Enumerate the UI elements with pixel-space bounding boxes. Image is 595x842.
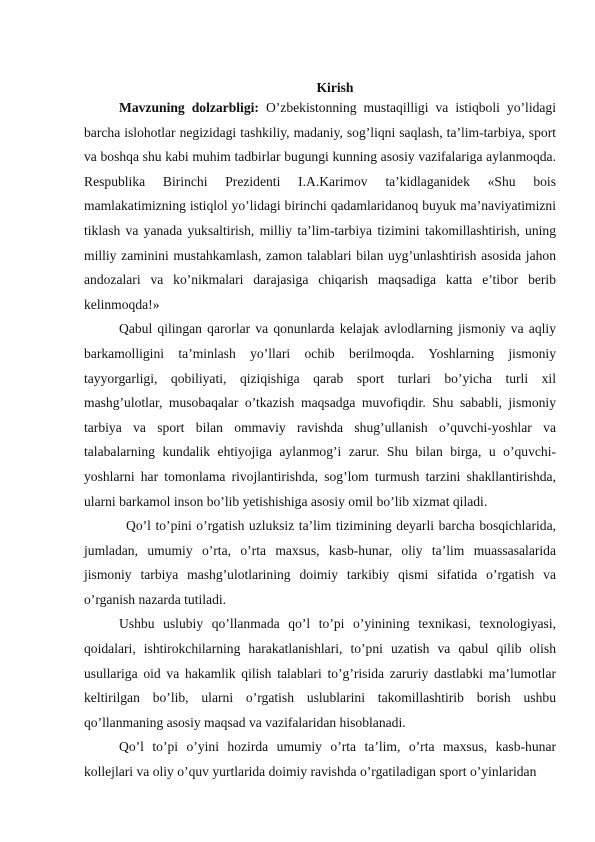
paragraph-decisions: Qabul qilingan qarorlar va qonunlarda kelajak avlodlarning jismoniy va aqliy barkamolligini ta’minlash yo’llari ochib berilmoqda. Yoshlarning jismoniy tayyorgarligi, qobiliyati, qiziqishiga qarab sport turlari bo’yicha turli xil mashg’ulotlar, musobaqalar o’tkazish maqsadga muvofiqdir. Shu sababli, jismoniy tarbiya va sport bilan ommaviy ravishda shug’ullanish o’quvchi-yoshlar va talabalarning kundalik ehtiyojiga aylanmog’i zarur. Shu bilan birga, u o’quvchi-yoshlarni har tomonlama rivojlantirishda, sog’lom turmush tarzini shakllantirishda, ularni barkamol inson bo’lib yetishishiga asosiy omil bo’lib xizmat qiladi. [84, 321, 556, 509]
paragraph-manual: Ushbu uslubiy qo’llanmada qo’l to’pi o’yinining texnikasi, texnologiyasi, qoidalari, ishtirokchilarning harakatlanishlari, to’pni uzatish va qabul qilib olish usullariga oid va hakamlik qilish talablari to’g’risida zaruriy dastlabki ma’lumotlar keltirilgan bo’lib, ularni o’rgatish uslublarini takomillashtirib borish ushbu qo’llanmaning asosiy maqsad va vazifalaridan hisoblanadi. [84, 616, 556, 730]
page-title: Kirish [316, 80, 354, 95]
paragraph-text: O’zbekistonning mustaqilligi va istiqboli yo’lidagi barcha islohotlar negizidagi tashkiliy, madaniy, sog’liqni saqlash, ta’lim-tarbiya, sport va boshqa shu kabi muhim tadbirlar bugungi kunning asosiy vazifalariga aylanmoqda. Respublika Birinchi Prezidenti I.A.Karimov ta’kidlaganidek «Shu bois mamlakatimizning istiqlol yo’lidagi birinchi qadamlaridanoq buyuk ma’naviyatimizni tiklash va yanada yuksaltirish, milliy ta’lim-tarbiya tizimini takomillashtirish, uning milliy zaminini mustahkamlash, zamon talablari bilan uyg’unlashtirish asosida jahon andozalari va ko’nikmalari darajasiga chiqarish maqsadiga katta e’tibor berib kelinmoqda!» [84, 100, 556, 312]
paragraph-teaching: Qo’l to’pini o’rgatish uzluksiz ta’lim tizimining deyarli barcha bosqichlarida, jumladan, umumiy o’rta, o’rta maxsus, kasb-hunar, oliy ta’lim muassasalarida jismoniy tarbiya mashg’ulotlarining doimiy tarkibiy qismi sifatida o’rgatish va o’rganish nazarda tutiladi. [84, 518, 556, 607]
paragraph-current: Qo’l to’pi o’yini hozirda umumiy o’rta ta’lim, o’rta maxsus, kasb-hunar kollejlari va oliy o’quv yurtlarida doimiy ravishda o’rgatiladigan sport o’yinlaridan [84, 739, 556, 780]
relevance-label: Mavzuning dolzarbligi: [119, 100, 259, 115]
paragraph-relevance [84, 96, 556, 317]
document-page [84, 79, 556, 785]
